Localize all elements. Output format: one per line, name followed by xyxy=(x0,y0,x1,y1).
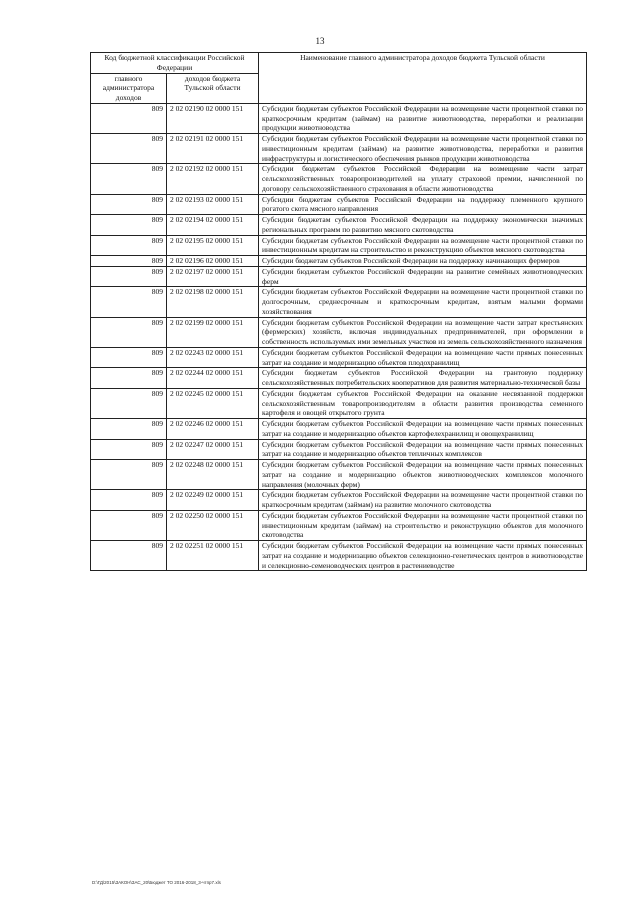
income-code-cell: 2 02 02243 02 0000 151 xyxy=(167,347,259,368)
table-header-row xyxy=(91,53,587,74)
table-row xyxy=(91,317,587,347)
income-code-cell: 2 02 02196 02 0000 151 xyxy=(167,256,259,267)
description-cell: Субсидии бюджетам субъектов Российской Федерации на оказание несвязанной поддержки сельскохозяйственным товаропроизводителям в области развития производства семенного картофеля и овощей открытого грунта xyxy=(259,388,587,418)
table-row xyxy=(91,419,587,440)
header-classification-code: Код бюджетной классификации Российской Федерации xyxy=(91,53,259,74)
table-row xyxy=(91,490,587,511)
admin-code-cell: 809 xyxy=(91,134,167,164)
income-code-cell: 2 02 02251 02 0000 151 xyxy=(167,541,259,571)
income-code-cell: 2 02 02244 02 0000 151 xyxy=(167,368,259,389)
header-budget-income: доходов бюджета Тульской области xyxy=(167,73,259,103)
description-cell: Субсидии бюджетам субъектов Российской Федерации на возмещение части процентной ставки по краткосрочным кредитам (займам) на развитие молочного скотоводства xyxy=(259,490,587,511)
admin-code-cell: 809 xyxy=(91,419,167,440)
table-row xyxy=(91,134,587,164)
admin-code-cell: 809 xyxy=(91,164,167,194)
table-row xyxy=(91,215,587,236)
income-code-cell: 2 02 02194 02 0000 151 xyxy=(167,215,259,236)
table-row xyxy=(91,235,587,256)
table-row xyxy=(91,347,587,368)
description-cell: Субсидии бюджетам субъектов Российской Федерации на возмещение части процентной ставки по инвестиционным кредитам (займам) на строительство и реконструкцию объектов для молочного скотоводства xyxy=(259,510,587,540)
table-row xyxy=(91,388,587,418)
admin-code-cell: 809 xyxy=(91,266,167,287)
table-row xyxy=(91,256,587,267)
income-code-cell: 2 02 02193 02 0000 151 xyxy=(167,194,259,215)
page-number: 13 xyxy=(315,36,325,46)
description-cell: Субсидии бюджетам субъектов Российской Федерации на возмещение части прямых понесенных затрат на создание и модернизацию объектов животноводческих комплексов молочного направления (молочных ферм) xyxy=(259,460,587,490)
description-cell: Субсидии бюджетам субъектов Российской Федерации на возмещение части прямых понесенных затрат на создание и модернизацию объектов селекционно-генетических центров в животноводстве и селекционно-семеноводческих центров в растениеводстве xyxy=(259,541,587,571)
description-cell: Субсидии бюджетам субъектов Российской Федерации на возмещение части прямых понесенных затрат на создание и модернизацию объектов тепличных комплексов xyxy=(259,439,587,460)
table-row xyxy=(91,460,587,490)
table-row xyxy=(91,287,587,317)
description-cell: Субсидии бюджетам субъектов Российской Федерации на возмещение части процентной ставки по долгосрочным, среднесрочным и краткосрочным кредитам, взятым малыми формами хозяйствования xyxy=(259,287,587,317)
header-main-administrator: главного администратора доходов xyxy=(91,73,167,103)
description-cell: Субсидии бюджетам субъектов Российской Федерации на возмещение части затрат крестьянских (фермерских) хозяйств, включая индивидуальных предпринимателей, при оформлении в собственность используемых ими земельных участков из земель сельскохозяйственного назначения xyxy=(259,317,587,347)
income-code-cell: 2 02 02246 02 0000 151 xyxy=(167,419,259,440)
admin-code-cell: 809 xyxy=(91,388,167,418)
table-row xyxy=(91,439,587,460)
income-code-cell: 2 02 02190 02 0000 151 xyxy=(167,103,259,133)
admin-code-cell: 809 xyxy=(91,490,167,511)
income-code-cell: 2 02 02245 02 0000 151 xyxy=(167,388,259,418)
admin-code-cell: 809 xyxy=(91,194,167,215)
admin-code-cell: 809 xyxy=(91,287,167,317)
admin-code-cell: 809 xyxy=(91,215,167,236)
description-cell: Субсидии бюджетам субъектов Российской Федерации на поддержку экономически значимых региональных программ по развитию мясного скотоводства xyxy=(259,215,587,236)
income-code-cell: 2 02 02192 02 0000 151 xyxy=(167,164,259,194)
table-body xyxy=(91,103,587,571)
income-code-cell: 2 02 02191 02 0000 151 xyxy=(167,134,259,164)
income-code-cell: 2 02 02248 02 0000 151 xyxy=(167,460,259,490)
admin-code-cell: 809 xyxy=(91,235,167,256)
income-code-cell: 2 02 02197 02 0000 151 xyxy=(167,266,259,287)
description-cell: Субсидии бюджетам субъектов Российской Федерации на возмещение части процентной ставки по инвестиционным кредитам на строительство и реконструкцию объектов мясного скотоводства xyxy=(259,235,587,256)
admin-code-cell: 809 xyxy=(91,256,167,267)
admin-code-cell: 809 xyxy=(91,347,167,368)
table-row xyxy=(91,164,587,194)
admin-code-cell: 809 xyxy=(91,439,167,460)
description-cell: Субсидии бюджетам субъектов Российской Федерации на грантовую поддержку сельскохозяйственных потребительских кооперативов для развития материально-технической базы xyxy=(259,368,587,389)
table-row xyxy=(91,266,587,287)
admin-code-cell: 809 xyxy=(91,103,167,133)
table-row xyxy=(91,103,587,133)
income-code-cell: 2 02 02250 02 0000 151 xyxy=(167,510,259,540)
description-cell: Субсидии бюджетам субъектов Российской Федерации на возмещение части процентной ставки по инвестиционным кредитам (займам) на развитие животноводства, переработки и развития инфраструктуры и логистического обеспечения рынков продукции животноводства xyxy=(259,134,587,164)
income-code-cell: 2 02 02195 02 0000 151 xyxy=(167,235,259,256)
description-cell: Субсидии бюджетам субъектов Российской Федерации на возмещение части процентной ставки по краткосрочным кредитам (займам) на развитие животноводства, переработки и реализации продукции животноводства xyxy=(259,103,587,133)
table-row xyxy=(91,541,587,571)
income-code-cell: 2 02 02198 02 0000 151 xyxy=(167,287,259,317)
header-administrator-name: Наименование главного администратора доходов бюджета Тульской области xyxy=(259,53,587,104)
file-path-footer: D:\ГД\2015\ЗАКОН\ЗАС_20\Бюджет ТО 2016-2018_3-чтпр7.xls xyxy=(92,880,221,885)
table-row xyxy=(91,368,587,389)
budget-classification-table xyxy=(90,52,587,571)
admin-code-cell: 809 xyxy=(91,368,167,389)
admin-code-cell: 809 xyxy=(91,510,167,540)
admin-code-cell: 809 xyxy=(91,460,167,490)
income-code-cell: 2 02 02249 02 0000 151 xyxy=(167,490,259,511)
description-cell: Субсидии бюджетам субъектов Российской Федерации на поддержку начинающих фермеров xyxy=(259,256,587,267)
table-row xyxy=(91,510,587,540)
description-cell: Субсидии бюджетам субъектов Российской Федерации на возмещение части прямых понесенных затрат на создание и модернизацию объектов картофелехранилищ и овощехранилищ xyxy=(259,419,587,440)
admin-code-cell: 809 xyxy=(91,541,167,571)
description-cell: Субсидии бюджетам субъектов Российской Федерации на поддержку племенного крупного рогатого скота мясного направления xyxy=(259,194,587,215)
description-cell: Субсидии бюджетам субъектов Российской Федерации на возмещение части затрат сельскохозяйственных товаропроизводителей на уплату страховой премии, начисленной по договору сельскохозяйственного страхования в области животноводства xyxy=(259,164,587,194)
income-code-cell: 2 02 02199 02 0000 151 xyxy=(167,317,259,347)
income-code-cell: 2 02 02247 02 0000 151 xyxy=(167,439,259,460)
description-cell: Субсидии бюджетам субъектов Российской Федерации на возмещение части прямых понесенных затрат на создание и модернизацию объектов плодохранилищ xyxy=(259,347,587,368)
admin-code-cell: 809 xyxy=(91,317,167,347)
table-row xyxy=(91,194,587,215)
description-cell: Субсидии бюджетам субъектов Российской Федерации на развитие семейных животноводческих ферм xyxy=(259,266,587,287)
